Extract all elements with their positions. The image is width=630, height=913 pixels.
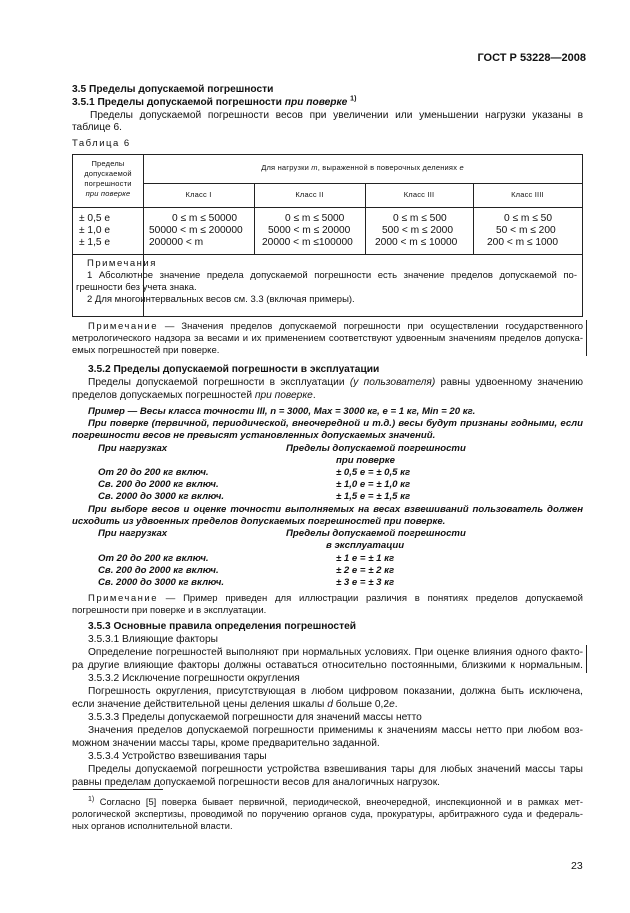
paragraph-text: Погрешность округления, присутствующая в любом цифровом показании, должна быть исключена, — [88, 686, 583, 697]
column-header-class-3: Класс III — [403, 190, 435, 199]
example-line: исходить из удвоенных пределов допускаемых погрешностей при поверке. — [72, 516, 446, 527]
table-cell: 50 < m ≤ 200 — [496, 225, 556, 236]
example-row-limit: ± 1,0 e = ± 1,0 кг — [336, 479, 411, 490]
paragraph-text: Значения пределов допускаемой погрешности применимы к значениям массы нетто при любом воз- — [88, 725, 583, 736]
paragraph-text: пределов допускаемых погрешностей при поверке. — [72, 390, 316, 401]
footnote-divider — [73, 789, 163, 790]
table-cell: 50000 < m ≤ 200000 — [149, 225, 243, 236]
page-number: 23 — [571, 860, 583, 872]
table-note-2: 2 Для многоинтервальных весов см. 3.3 (включая примеры). — [87, 294, 355, 305]
paragraph-text: таблице 6. — [72, 122, 122, 133]
table-cell: 2000 < m ≤ 10000 — [375, 237, 458, 248]
table-cell: 0 ≤ m ≤ 500 — [393, 213, 447, 224]
subsection-heading: 3.5.3.3 Пределы допускаемой погрешности для значений массы нетто — [88, 712, 422, 723]
paragraph-text: Пределы допускаемой погрешности весов при увеличении или уменьшении нагрузки указаны в — [90, 110, 583, 121]
subsection-heading: 3.5.3.1 Влияющие факторы — [88, 634, 218, 645]
paragraph-text: ра другие влияющие факторы должны оставаться относительно постоянными, близкими к нормальным. — [72, 660, 583, 671]
example-row-load: Св. 200 до 2000 кг включ. — [98, 479, 219, 490]
example-line: Пример — Весы класса точности III, n = 3000, Max = 3000 кг, e = 1 кг, Min = 20 кг. — [88, 406, 476, 417]
example-row-limit: ± 0,5 e = ± 0,5 кг — [336, 467, 411, 478]
table-cell: 20000 < m ≤100000 — [262, 237, 353, 248]
example-row-load: Св. 200 до 2000 кг включ. — [98, 565, 219, 576]
example-table-header: Пределы допускаемой погрешности — [286, 528, 466, 539]
note-text: метрологического надзора за весами и их применением соответствуют удвоенным значениям пределов допуска- — [72, 333, 583, 344]
example-line: погрешности весов не превысят установленных допускаемых значений. — [72, 430, 436, 441]
section-3-5-1-title: 3.5.1 Пределы допускаемой погрешности при поверке $^{1)}$ — [72, 95, 357, 108]
column-header-span: Для нагрузки m, выраженной в поверочных делениях e — [261, 163, 464, 172]
column-header-class-4: Класс IIII — [511, 190, 544, 199]
section-3-5-title: 3.5 Пределы допускаемой погрешности — [72, 84, 274, 95]
example-table-header: при поверке — [336, 455, 395, 466]
column-header-class-2: Класс II — [295, 190, 324, 199]
table-grid-line — [143, 183, 582, 184]
example-line: При выборе весов и оценке точности выполняемых на весах взвешиваний пользователь должен — [88, 504, 583, 515]
column-header-limits: Пределы допускаемой погрешности при поверке — [84, 159, 132, 198]
paragraph-text: Пределы допускаемой погрешности в эксплуатации (у пользователя) равны удвоенному значению — [88, 377, 583, 388]
footnote-text: ных органов исполнительной власти. — [72, 821, 233, 831]
example-row-limit: ± 1,5 e = ± 1,5 кг — [336, 491, 411, 502]
example-table-header: При нагрузках — [98, 528, 168, 539]
note-text: Примечание — Пример приведен для иллюстрации различия в понятиях пределов допускаемой — [88, 593, 583, 604]
column-header-class-1: Класс I — [185, 190, 212, 199]
table-cell: 0 ≤ m ≤ 5000 — [285, 213, 345, 224]
table-6 — [72, 154, 583, 317]
example-line: При поверке (первичной, периодической, внеочередной и т.д.) весы будут признаны годными, если — [88, 418, 583, 429]
note-text: емых погрешностей при поверке. — [72, 345, 220, 356]
note-text: Примечание — Значения пределов допускаемой погрешности при осуществлении государственного — [88, 321, 583, 332]
table-note-1: грешности без учета знака. — [76, 282, 197, 293]
example-row-load: От 20 до 200 кг включ. — [98, 553, 209, 564]
example-row-load: Св. 2000 до 3000 кг включ. — [98, 491, 224, 502]
table-grid-line — [73, 207, 582, 208]
example-row-load: Св. 2000 до 3000 кг включ. — [98, 577, 224, 588]
section-3-5-3-title: 3.5.3 Основные правила определения погрешностей — [88, 621, 357, 632]
table-cell: 200000 < m — [149, 237, 204, 248]
change-bar — [586, 645, 587, 673]
footnote-text: рологической экспертизы, проводимой по поручению органов суда, прокуратуры, арбитражного суда и федераль- — [72, 809, 583, 819]
subsection-heading: 3.5.3.4 Устройство взвешивания тары — [88, 751, 267, 762]
table-cell: 500 < m ≤ 2000 — [382, 225, 454, 236]
table-cell: 5000 < m ≤ 20000 — [268, 225, 351, 236]
example-row-limit: ± 1 e = ± 1 кг — [336, 553, 395, 564]
table-note-1: 1 Абсолютное значение предела допускаемой погрешности есть значение пределов допускаемой по- — [87, 270, 577, 281]
table-cell: ± 1,5 e — [79, 237, 111, 248]
table-grid-line — [73, 254, 582, 255]
example-table-header: Пределы допускаемой погрешности — [286, 443, 466, 454]
section-3-5-2-title: 3.5.2 Пределы допускаемой погрешности в эксплуатации — [88, 364, 380, 375]
table-cell: 200 < m ≤ 1000 — [487, 237, 559, 248]
example-row-load: От 20 до 200 кг включ. — [98, 467, 209, 478]
paragraph-text: Пределы допускаемой погрешности устройства взвешивания тары для любых значений массы тары — [88, 764, 583, 775]
paragraph-text: равны пределам допускаемой погрешности весов для аналогичных нагрузок. — [72, 777, 440, 788]
footnote-text: $^{1)}$ Согласно [5] поверка бывает первичной, периодической, внеочередной, инспекционной и в рамках мет- — [88, 795, 583, 807]
document-header: ГОСТ Р 53228—2008 — [477, 52, 586, 64]
table-cell: ± 0,5 e — [79, 213, 111, 224]
paragraph-text: можном значении массы тары, кроме предварительно заданной. — [72, 738, 380, 749]
example-table-header: в эксплуатации — [326, 540, 405, 551]
example-table-header: При нагрузках — [98, 443, 168, 454]
example-row-limit: ± 3 e = ± 3 кг — [336, 577, 395, 588]
table-caption: Таблица 6 — [72, 138, 131, 149]
table-cell: 0 ≤ m ≤ 50 — [504, 213, 552, 224]
example-row-limit: ± 2 e = ± 2 кг — [336, 565, 395, 576]
paragraph-text: Определение погрешностей выполняют при нормальных условиях. При оценке влияния одного факто- — [88, 647, 583, 658]
paragraph-text: если значение действительной цены деления шкалы d больше 0,2e. — [72, 699, 398, 710]
table-cell: ± 1,0 e — [79, 225, 111, 236]
subsection-heading: 3.5.3.2 Исключение погрешности округления — [88, 673, 300, 684]
note-text: погрешности при поверке и в эксплуатации. — [72, 605, 267, 616]
change-bar — [586, 320, 587, 356]
table-notes-title: Примечания — [87, 258, 157, 269]
table-cell: 0 ≤ m ≤ 50000 — [172, 213, 237, 224]
